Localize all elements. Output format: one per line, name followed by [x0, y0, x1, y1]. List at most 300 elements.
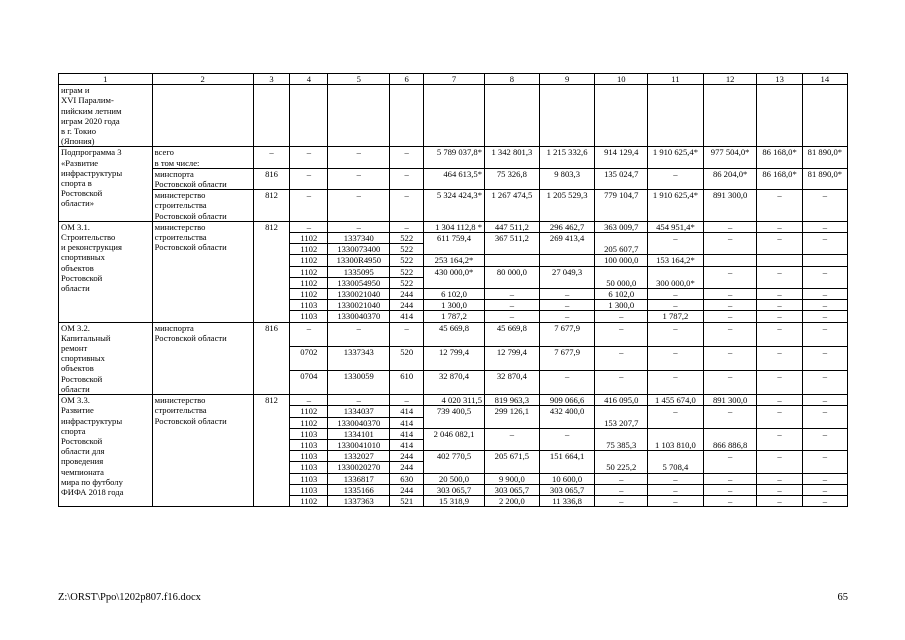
table-cell: [539, 85, 595, 147]
table-cell: 50 000,0: [595, 277, 648, 288]
table-cell: 80 000,0: [485, 266, 540, 277]
table-cell: –: [328, 147, 390, 168]
table-cell: –: [485, 289, 540, 300]
table-cell: 447 511,2: [485, 221, 540, 232]
table-cell: –: [328, 221, 390, 232]
table-cell: [485, 255, 540, 266]
table-cell: 522: [390, 266, 424, 277]
table-cell: –: [648, 300, 704, 311]
table-cell: 739 400,5: [424, 406, 485, 417]
table-cell: 244: [390, 451, 424, 462]
table-cell: 2 046 082,1: [424, 428, 485, 439]
table-cell: –: [290, 168, 328, 189]
table-cell: 630: [390, 473, 424, 484]
table-cell: [648, 85, 704, 147]
table-cell: 205 671,5: [485, 451, 540, 462]
table-cell: [703, 428, 757, 439]
table-cell: 135 024,7: [595, 168, 648, 189]
table-cell: –: [757, 484, 802, 495]
table-cell: –: [595, 484, 648, 495]
table-cell: ОМ 3.3. Развитие инфраструктуры спорта Ростовской области для проведения чемпионата мира по футболу ФИФА 2018 года: [59, 395, 153, 507]
table-cell: 363 009,7: [595, 221, 648, 232]
table-cell: [485, 417, 540, 428]
table-cell: [424, 417, 485, 428]
table-cell: –: [648, 289, 704, 300]
table-cell: 12 799,4: [485, 346, 540, 370]
table-cell: –: [757, 473, 802, 484]
table-cell: 244: [390, 300, 424, 311]
table-cell: [539, 439, 595, 450]
table-cell: [802, 439, 847, 450]
table-cell: –: [595, 495, 648, 506]
table-cell: 253 164,2*: [424, 255, 485, 266]
table-cell: 1 103 810,0: [648, 439, 704, 450]
table-cell: 430 000,0*: [424, 266, 485, 277]
table-cell: –: [802, 289, 847, 300]
table-cell: 1103: [290, 484, 328, 495]
table-cell: 812: [253, 395, 290, 507]
table-cell: 15 318,9: [424, 495, 485, 506]
table-cell: 20 500,0: [424, 473, 485, 484]
table-cell: 32 870,4: [424, 370, 485, 394]
table-cell: [648, 451, 704, 462]
table-cell: [802, 255, 847, 266]
table-cell: [424, 244, 485, 255]
table-cell: 977 504,0*: [703, 147, 757, 168]
table-cell: [802, 85, 847, 147]
table-cell: 7 677,9: [539, 322, 595, 346]
table-cell: 9 803,3: [539, 168, 595, 189]
table-cell: 1 205 529,3: [539, 190, 595, 222]
table-cell: –: [390, 147, 424, 168]
table-cell: 86 204,0*: [703, 168, 757, 189]
table-cell: министерство строительства Ростовской области: [152, 190, 253, 222]
table-body: [59, 85, 848, 507]
table-cell: 6 102,0: [595, 289, 648, 300]
table-cell: [802, 417, 847, 428]
table-cell: 45 669,8: [485, 322, 540, 346]
table-cell: 1103: [290, 451, 328, 462]
table-cell: 5 708,4: [648, 462, 704, 473]
table-cell: [757, 85, 802, 147]
table-cell: 1330021040: [328, 289, 390, 300]
table-cell: 1332027: [328, 451, 390, 462]
table-cell: –: [802, 233, 847, 244]
table-cell: 1 300,0: [424, 300, 485, 311]
table-cell: 464 613,5*: [424, 168, 485, 189]
table-cell: 819 963,3: [485, 395, 540, 406]
table-cell: 1102: [290, 255, 328, 266]
table-cell: [595, 428, 648, 439]
header-cell: 4: [290, 74, 328, 85]
table-cell: всего в том числе:: [152, 147, 253, 168]
table-cell: [485, 462, 540, 473]
table-cell: 1 342 801,3: [485, 147, 540, 168]
table-cell: –: [703, 266, 757, 277]
table-cell: –: [595, 473, 648, 484]
table-cell: [648, 428, 704, 439]
table-cell: 0704: [290, 370, 328, 394]
table-cell: –: [757, 495, 802, 506]
table-cell: –: [757, 300, 802, 311]
table-cell: –: [757, 451, 802, 462]
table-cell: –: [757, 346, 802, 370]
budget-table: [58, 73, 848, 507]
table-cell: 269 413,4: [539, 233, 595, 244]
header-cell: 10: [595, 74, 648, 85]
table-row: [59, 190, 848, 222]
table-cell: –: [648, 168, 704, 189]
table-cell: 1103: [290, 311, 328, 322]
table-cell: 816: [253, 322, 290, 394]
table-cell: 1334101: [328, 428, 390, 439]
table-cell: 1103: [290, 439, 328, 450]
header-cell: 6: [390, 74, 424, 85]
table-cell: –: [648, 370, 704, 394]
table-cell: 81 890,0*: [802, 147, 847, 168]
table-cell: [253, 85, 290, 147]
table-cell: [757, 244, 802, 255]
table-cell: –: [802, 346, 847, 370]
table-row: [59, 168, 848, 189]
table-cell: 1 215 332,6: [539, 147, 595, 168]
table-cell: 4 020 311,5: [424, 395, 485, 406]
table-cell: –: [757, 322, 802, 346]
table-cell: 5 324 424,3*: [424, 190, 485, 222]
table-cell: 866 886,8: [703, 439, 757, 450]
table-cell: 244: [390, 289, 424, 300]
table-cell: 1103: [290, 462, 328, 473]
header-cell: 14: [802, 74, 847, 85]
table-cell: 414: [390, 439, 424, 450]
table-cell: [328, 85, 390, 147]
table-cell: 244: [390, 484, 424, 495]
table-cell: –: [390, 221, 424, 232]
table-cell: –: [703, 221, 757, 232]
table-cell: 45 669,8: [424, 322, 485, 346]
table-cell: –: [703, 346, 757, 370]
table-cell: –: [648, 484, 704, 495]
table-cell: 6 102,0: [424, 289, 485, 300]
table-cell: 1337343: [328, 346, 390, 370]
table-cell: –: [539, 428, 595, 439]
table-cell: 1 455 674,0: [648, 395, 704, 406]
table-cell: [290, 85, 328, 147]
table-cell: 1 910 625,4*: [648, 147, 704, 168]
table-row: [59, 147, 848, 168]
table-cell: 1102: [290, 266, 328, 277]
table-cell: [539, 255, 595, 266]
table-cell: 1102: [290, 406, 328, 417]
table-cell: –: [328, 190, 390, 222]
table-row: [59, 85, 848, 147]
header-cell: 9: [539, 74, 595, 85]
table-cell: –: [595, 322, 648, 346]
table-cell: 522: [390, 255, 424, 266]
table-cell: ОМ 3.1. Строительство и реконструкция спортивных объектов Ростовской области: [59, 221, 153, 322]
table-cell: [390, 85, 424, 147]
table-cell: 522: [390, 277, 424, 288]
table-header-row: [59, 74, 848, 85]
table-cell: 1330073400: [328, 244, 390, 255]
table-cell: 1 787,2: [648, 311, 704, 322]
table-cell: министерство строительства Ростовской области: [152, 221, 253, 322]
table-cell: 779 104,7: [595, 190, 648, 222]
table-cell: 12 799,4: [424, 346, 485, 370]
table-cell: [424, 277, 485, 288]
table-cell: 522: [390, 244, 424, 255]
table-cell: –: [703, 311, 757, 322]
table-cell: 1102: [290, 277, 328, 288]
table-cell: 1 787,2: [424, 311, 485, 322]
table-cell: [703, 417, 757, 428]
table-cell: 296 462,7: [539, 221, 595, 232]
table-cell: 32 870,4: [485, 370, 540, 394]
table-cell: 75 385,3: [595, 439, 648, 450]
table-cell: 300 000,0*: [648, 277, 704, 288]
table-cell: 816: [253, 168, 290, 189]
table-cell: –: [328, 395, 390, 406]
table-cell: 521: [390, 495, 424, 506]
table-cell: –: [802, 406, 847, 417]
table-cell: –: [802, 300, 847, 311]
table-cell: –: [802, 495, 847, 506]
table-cell: 299 126,1: [485, 406, 540, 417]
table-cell: 7 677,9: [539, 346, 595, 370]
table-cell: –: [485, 311, 540, 322]
table-cell: [485, 85, 540, 147]
table-cell: –: [390, 168, 424, 189]
table-cell: [595, 233, 648, 244]
table-cell: –: [703, 300, 757, 311]
header-cell: 2: [152, 74, 253, 85]
table-cell: 10 600,0: [539, 473, 595, 484]
table-cell: 1103: [290, 428, 328, 439]
table-cell: 1330059: [328, 370, 390, 394]
table-cell: –: [802, 395, 847, 406]
table-cell: –: [290, 190, 328, 222]
table-cell: 244: [390, 462, 424, 473]
table-cell: 1330021040: [328, 300, 390, 311]
table-cell: –: [595, 311, 648, 322]
table-cell: 1102: [290, 289, 328, 300]
table-cell: –: [595, 370, 648, 394]
table-cell: 1330040370: [328, 311, 390, 322]
table-cell: –: [539, 300, 595, 311]
table-cell: [595, 266, 648, 277]
table-cell: –: [802, 221, 847, 232]
table-cell: 1 910 625,4*: [648, 190, 704, 222]
table-cell: 153 207,7: [595, 417, 648, 428]
table-cell: –: [290, 322, 328, 346]
table-cell: 1330041010: [328, 439, 390, 450]
table-cell: 454 951,4*: [648, 221, 704, 232]
table-cell: 303 065,7: [424, 484, 485, 495]
table-cell: [424, 462, 485, 473]
table-cell: –: [703, 370, 757, 394]
table-cell: [595, 406, 648, 417]
table-cell: –: [328, 168, 390, 189]
table-cell: 402 770,5: [424, 451, 485, 462]
table-cell: играм и XVI Паралим- пийским летним играм 2020 года в г. Токио (Япония): [59, 85, 153, 147]
table-cell: [648, 266, 704, 277]
table-cell: –: [648, 233, 704, 244]
table-cell: –: [648, 406, 704, 417]
table-cell: 9 900,0: [485, 473, 540, 484]
footer-page-number: 65: [837, 592, 848, 603]
table-cell: –: [328, 322, 390, 346]
table-cell: [703, 277, 757, 288]
table-cell: –: [802, 484, 847, 495]
table-cell: –: [648, 495, 704, 506]
table-cell: –: [757, 395, 802, 406]
table-cell: –: [703, 406, 757, 417]
table-cell: –: [757, 266, 802, 277]
table-cell: 81 890,0*: [802, 168, 847, 189]
table-cell: [539, 244, 595, 255]
table-cell: 27 049,3: [539, 266, 595, 277]
table-cell: [424, 85, 485, 147]
footer-file-path: Z:\ORST\Ppo\1202p807.f16.docx: [58, 592, 201, 603]
table-cell: [703, 255, 757, 266]
table-cell: 1336817: [328, 473, 390, 484]
table-cell: [424, 439, 485, 450]
table-cell: –: [648, 322, 704, 346]
table-cell: [757, 462, 802, 473]
table-cell: –: [757, 190, 802, 222]
table-cell: 153 164,2*: [648, 255, 704, 266]
table-cell: 1 304 112,8 *: [424, 221, 485, 232]
table-cell: [648, 244, 704, 255]
table-cell: 812: [253, 221, 290, 322]
table-cell: [703, 85, 757, 147]
table-cell: –: [703, 473, 757, 484]
table-cell: 1102: [290, 244, 328, 255]
table-cell: –: [802, 473, 847, 484]
table-cell: 1330020270: [328, 462, 390, 473]
table-cell: –: [757, 406, 802, 417]
table-cell: [703, 462, 757, 473]
table-cell: –: [757, 370, 802, 394]
table-cell: 1335095: [328, 266, 390, 277]
header-cell: 8: [485, 74, 540, 85]
table-cell: 1103: [290, 300, 328, 311]
table-cell: –: [802, 190, 847, 222]
table-cell: –: [485, 300, 540, 311]
table-cell: министерство строительства Ростовской области: [152, 395, 253, 507]
table-cell: [802, 462, 847, 473]
table-cell: –: [390, 190, 424, 222]
table-cell: 205 607,7: [595, 244, 648, 255]
table-cell: [539, 417, 595, 428]
table-cell: 812: [253, 190, 290, 222]
table-cell: –: [290, 395, 328, 406]
table-cell: –: [253, 147, 290, 168]
table-row: [59, 322, 848, 346]
table-cell: –: [703, 484, 757, 495]
table-cell: 414: [390, 311, 424, 322]
table-cell: 891 300,0: [703, 190, 757, 222]
table-cell: 1337340: [328, 233, 390, 244]
table-cell: [595, 451, 648, 462]
table-cell: –: [539, 311, 595, 322]
table-cell: 416 095,0: [595, 395, 648, 406]
table-cell: –: [757, 428, 802, 439]
table-cell: 100 000,0: [595, 255, 648, 266]
table-cell: –: [757, 289, 802, 300]
header-cell: 12: [703, 74, 757, 85]
header-cell: 3: [253, 74, 290, 85]
header-cell: 7: [424, 74, 485, 85]
table-cell: [757, 277, 802, 288]
table-cell: 11 336,8: [539, 495, 595, 506]
table-cell: [757, 439, 802, 450]
table-cell: 75 326,8: [485, 168, 540, 189]
table-cell: 1330054950: [328, 277, 390, 288]
header-cell: 11: [648, 74, 704, 85]
table-cell: [539, 277, 595, 288]
table-cell: 13300R4950: [328, 255, 390, 266]
table-cell: –: [802, 428, 847, 439]
table-cell: минспорта Ростовской области: [152, 168, 253, 189]
table-cell: 1334037: [328, 406, 390, 417]
table-cell: 1337363: [328, 495, 390, 506]
table-row: [59, 395, 848, 406]
table-cell: 1102: [290, 495, 328, 506]
header-cell: 5: [328, 74, 390, 85]
table-cell: 151 664,1: [539, 451, 595, 462]
table-cell: 520: [390, 346, 424, 370]
table-cell: 50 225,2: [595, 462, 648, 473]
table-cell: 1102: [290, 233, 328, 244]
table-cell: [757, 417, 802, 428]
table-cell: 1102: [290, 417, 328, 428]
table-cell: [703, 244, 757, 255]
table-cell: 914 129,4: [595, 147, 648, 168]
table-cell: 2 200,0: [485, 495, 540, 506]
table-cell: Подпрограмма 3 «Развитие инфраструктуры спорта в Ростовской области»: [59, 147, 153, 221]
table-cell: 303 065,7: [539, 484, 595, 495]
table-cell: 1103: [290, 473, 328, 484]
table-cell: 610: [390, 370, 424, 394]
table-cell: –: [757, 311, 802, 322]
table-cell: 86 168,0*: [757, 168, 802, 189]
table-cell: 5 789 037,8*: [424, 147, 485, 168]
table-cell: –: [539, 370, 595, 394]
table-cell: 367 511,2: [485, 233, 540, 244]
table-cell: –: [703, 495, 757, 506]
table-cell: [802, 244, 847, 255]
table-cell: 1 267 474,5: [485, 190, 540, 222]
table-cell: 909 066,6: [539, 395, 595, 406]
table-cell: 414: [390, 417, 424, 428]
table-cell: –: [757, 221, 802, 232]
table-cell: –: [485, 428, 540, 439]
table-cell: 891 300,0: [703, 395, 757, 406]
header-cell: 13: [757, 74, 802, 85]
table-cell: [648, 417, 704, 428]
table-cell: [539, 462, 595, 473]
table-cell: [595, 85, 648, 147]
table-cell: –: [703, 233, 757, 244]
table-cell: –: [703, 322, 757, 346]
table-cell: минспорта Ростовской области: [152, 322, 253, 394]
table-cell: –: [648, 346, 704, 370]
table-cell: 1335166: [328, 484, 390, 495]
table-row: [59, 221, 848, 232]
table-cell: –: [802, 322, 847, 346]
table-cell: 522: [390, 233, 424, 244]
